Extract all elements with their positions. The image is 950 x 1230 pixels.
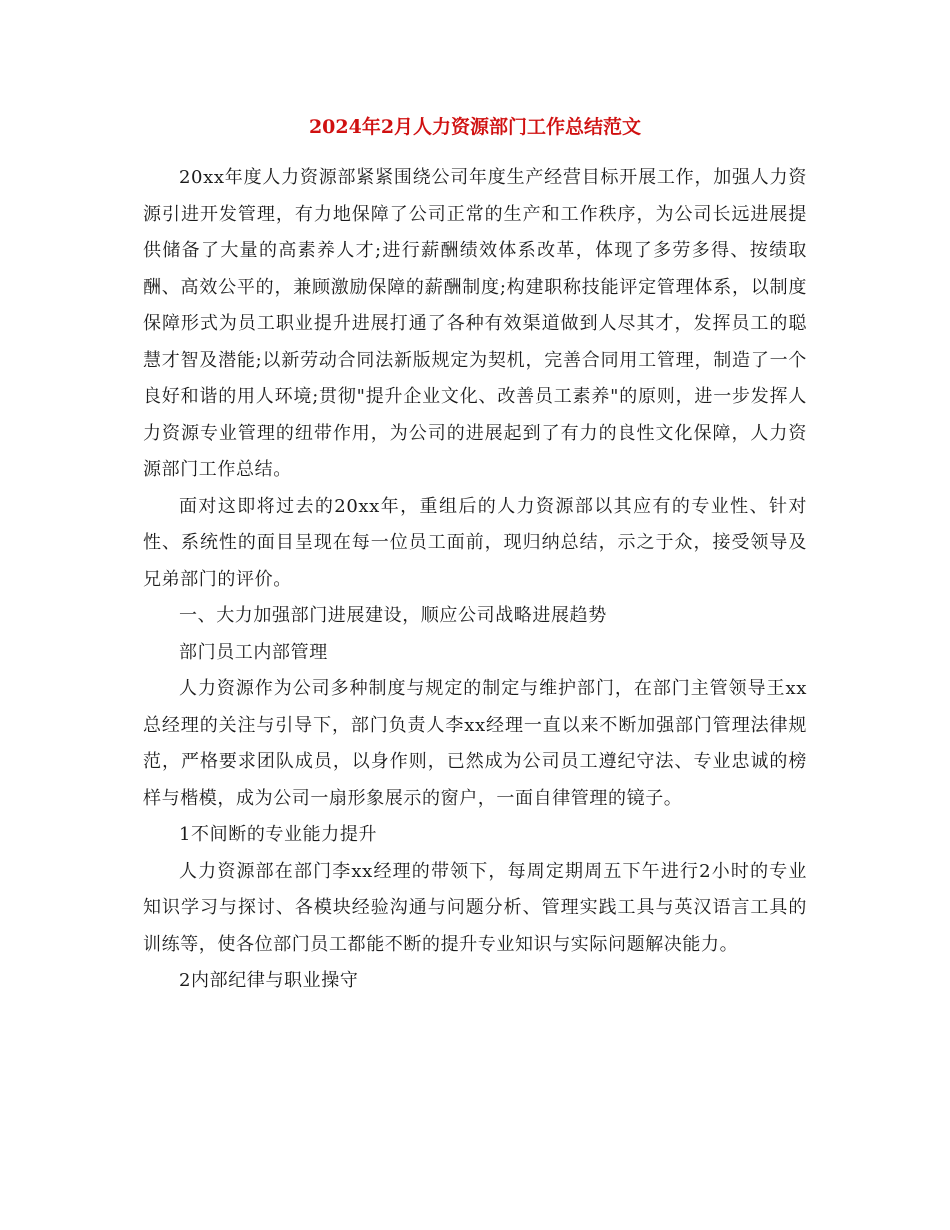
subsection-heading-discipline: 2内部纪律与职业操守: [179, 970, 359, 991]
subsection-heading-internal-management: 部门员工内部管理: [179, 641, 328, 663]
paragraph-training: 人力资源部在部门李xx经理的带领下，每周定期周五下午进行2小时的专业知识学习与探讨、各模块经验沟通与问题分析、管理实践工具与英汉语言工具的训练等，使各位部门员工都能不断的提升专业知识与实际问题解决能力。: [143, 860, 807, 955]
paragraph-intro: 20xx年度人力资源部紧紧围绕公司年度生产经营目标开展工作，加强人力资源引进开发管理，有力地保障了公司正常的生产和工作秩序，为公司长远进展提供储备了大量的高素养人才;进行薪酬绩效体系改革，体现了多劳多得、按绩取酬、高效公平的，兼顾激励保障的薪酬制度;构建职称技能评定管理体系，以制度保障形式为员工职业提升进展打通了各种有效渠道做到人尽其才，发挥员工的聪慧才智及潜能;以新劳动合同法新版规定为契机，完善合同用工管理，制造了一个良好和谐的用人环境;贯彻"提升企业文化、改善员工素养"的原则，进一步发挥人力资源专业管理的纽带作用，为公司的进展起到了有力的良性文化保障，人力资源部门工作总结。: [143, 167, 807, 480]
section-heading-1: 一、大力加强部门进展建设，顺应公司战略进展趋势: [179, 605, 607, 626]
paragraph-management: 人力资源作为公司多种制度与规定的制定与维护部门，在部门主管领导王xx总经理的关注与引导下，部门负责人李xx经理一直以来不断加强部门管理法律规范，严格要求团队成员，以身作则，已然成为公司员工遵纪守法、专业忠诚的榜样与楷模，成为公司一扇形象展示的窗户，一面自律管理的镜子。: [143, 678, 807, 809]
document-body: [143, 112, 807, 1000]
subsection-heading-skill-improvement: 1不间断的专业能力提升: [179, 824, 378, 845]
document-title: 2024年2月人力资源部门工作总结范文: [308, 116, 642, 138]
paragraph-review: 面对这即将过去的20xx年，重组后的人力资源部以其应有的专业性、针对性、系统性的面目呈现在每一位员工面前，现归纳总结，示之于众，接受领导及兄弟部门的评价。: [143, 495, 807, 590]
